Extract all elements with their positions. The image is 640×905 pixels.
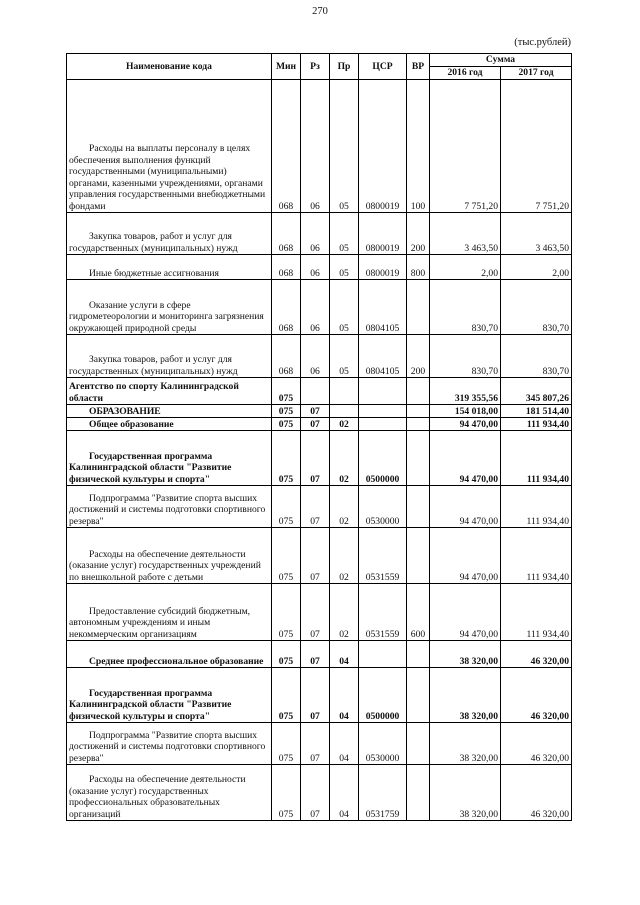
cell-name: Оказание услуги в сфере гидрометеорологии и мониторинга загрязнения окружающей природной среды [67,280,272,335]
cell-y2017: 181 514,40 [501,405,572,418]
cell-pr: 02 [330,528,359,584]
cell-csr: 0804105 [359,335,407,378]
cell-y2016: 7 751,20 [430,80,501,213]
cell-vr: 200 [407,335,430,378]
cell-y2016: 3 463,50 [430,213,501,255]
cell-name: Закупка товаров, работ и услуг для государственных (муниципальных) нужд [67,213,272,255]
table-row [67,641,572,668]
cell-y2017: 2,00 [501,255,572,280]
cell-vr [407,528,430,584]
cell-y2016: 94 470,00 [430,584,501,641]
table-row [67,255,572,280]
cell-csr: 0500000 [359,668,407,723]
cell-y2016: 2,00 [430,255,501,280]
cell-rz: 07 [301,668,330,723]
table-body [67,80,572,821]
cell-rz: 06 [301,80,330,213]
cell-csr: 0530000 [359,723,407,765]
cell-csr: 0800019 [359,255,407,280]
cell-rz: 07 [301,723,330,765]
header-year-2016: 2016 год [430,67,501,80]
cell-y2016: 94 470,00 [430,486,501,528]
cell-min: 075 [272,723,301,765]
cell-vr: 600 [407,584,430,641]
cell-y2016: 38 320,00 [430,765,501,821]
cell-y2017: 111 934,40 [501,431,572,486]
cell-rz: 06 [301,280,330,335]
header-min: Мин [272,54,301,80]
header-name: Наименование кода [67,54,272,80]
cell-vr: 200 [407,213,430,255]
cell-min: 068 [272,80,301,213]
cell-vr [407,280,430,335]
header-vr: ВР [407,54,430,80]
header-sum: Сумма [430,54,572,67]
cell-csr: 0800019 [359,80,407,213]
cell-min: 075 [272,378,301,405]
cell-name: Подпрограмма "Развитие спорта высших достижений и системы подготовки спортивного резерва" [67,723,272,765]
table-row [67,213,572,255]
cell-pr: 04 [330,765,359,821]
cell-min: 075 [272,765,301,821]
cell-y2017: 7 751,20 [501,80,572,213]
cell-pr: 05 [330,80,359,213]
cell-y2017: 111 934,40 [501,486,572,528]
cell-y2016: 830,70 [430,280,501,335]
cell-name: Предоставление субсидий бюджетным, автономным учреждениям и иным некоммерческим организациям [67,584,272,641]
table-row [67,765,572,821]
cell-rz: 07 [301,418,330,431]
units-label: (тыс.рублей) [514,37,571,48]
cell-name: Иные бюджетные ассигнования [67,255,272,280]
cell-y2016: 38 320,00 [430,723,501,765]
cell-min: 075 [272,584,301,641]
cell-pr: 04 [330,641,359,668]
cell-csr [359,641,407,668]
cell-pr: 02 [330,418,359,431]
cell-pr: 04 [330,668,359,723]
cell-y2017: 46 320,00 [501,723,572,765]
cell-vr [407,765,430,821]
cell-y2017: 830,70 [501,280,572,335]
cell-y2017: 111 934,40 [501,528,572,584]
cell-pr: 05 [330,280,359,335]
cell-csr: 0531559 [359,528,407,584]
header-pr: Пр [330,54,359,80]
cell-rz: 07 [301,765,330,821]
cell-csr: 0531559 [359,584,407,641]
cell-y2017: 46 320,00 [501,765,572,821]
cell-vr [407,405,430,418]
cell-name: Среднее профессиональное образование [67,641,272,668]
table-row [67,405,572,418]
cell-y2017: 830,70 [501,335,572,378]
cell-csr: 0500000 [359,431,407,486]
cell-csr: 0804105 [359,280,407,335]
cell-pr: 04 [330,723,359,765]
cell-min: 075 [272,431,301,486]
cell-vr [407,668,430,723]
cell-vr [407,378,430,405]
cell-y2016: 319 355,56 [430,378,501,405]
cell-vr: 100 [407,80,430,213]
cell-name: ОБРАЗОВАНИЕ [67,405,272,418]
cell-pr [330,378,359,405]
table-row [67,668,572,723]
cell-csr: 0530000 [359,486,407,528]
cell-min: 075 [272,641,301,668]
cell-vr [407,723,430,765]
cell-name: Подпрограмма "Развитие спорта высших достижений и системы подготовки спортивного резерва" [67,486,272,528]
cell-y2017: 345 807,26 [501,378,572,405]
cell-name: Расходы на обеспечение деятельности (оказание услуг) государственных учреждений по внешкольной работе с детьми [67,528,272,584]
table-row [67,723,572,765]
cell-name: Расходы на обеспечение деятельности (оказание услуг) государственных профессиональных образовательных организаций [67,765,272,821]
cell-y2017: 46 320,00 [501,668,572,723]
budget-table [66,53,572,821]
cell-vr [407,431,430,486]
cell-min: 068 [272,255,301,280]
cell-pr: 02 [330,486,359,528]
cell-y2017: 46 320,00 [501,641,572,668]
cell-y2016: 38 320,00 [430,641,501,668]
cell-min: 075 [272,486,301,528]
cell-name: Государственная программа Калининградской области "Развитие физической культуры и спорта" [67,668,272,723]
cell-csr [359,418,407,431]
table-row [67,378,572,405]
cell-pr: 02 [330,431,359,486]
table-row [67,335,572,378]
cell-rz: 07 [301,405,330,418]
header-csr: ЦСР [359,54,407,80]
cell-y2016: 154 018,00 [430,405,501,418]
cell-rz: 07 [301,584,330,641]
cell-rz [301,378,330,405]
header-year-2017: 2017 год [501,67,572,80]
cell-name: Общее образование [67,418,272,431]
cell-pr [330,405,359,418]
cell-vr [407,641,430,668]
cell-pr: 05 [330,213,359,255]
table-row [67,431,572,486]
table-row [67,584,572,641]
cell-csr [359,378,407,405]
cell-y2016: 94 470,00 [430,528,501,584]
cell-csr: 0800019 [359,213,407,255]
cell-rz: 06 [301,335,330,378]
cell-rz: 07 [301,431,330,486]
cell-name: Расходы на выплаты персоналу в целях обеспечения выполнения функций государственными (муниципальными) органами, казенными учреждениями, органами управления государственными внебюджетными фондами [67,80,272,213]
table-row [67,486,572,528]
table-row [67,280,572,335]
cell-name: Государственная программа Калининградской области "Развитие физической культуры и спорта" [67,431,272,486]
cell-name: Агентство по спорту Калининградской области [67,378,272,405]
cell-rz: 06 [301,213,330,255]
cell-vr: 800 [407,255,430,280]
cell-min: 075 [272,405,301,418]
cell-min: 075 [272,668,301,723]
cell-y2016: 830,70 [430,335,501,378]
cell-pr: 05 [330,335,359,378]
page-number: 270 [312,6,328,17]
table-row [67,418,572,431]
cell-rz: 07 [301,486,330,528]
cell-y2017: 111 934,40 [501,418,572,431]
cell-csr: 0531759 [359,765,407,821]
cell-rz: 06 [301,255,330,280]
cell-y2016: 94 470,00 [430,418,501,431]
cell-pr: 02 [330,584,359,641]
cell-rz: 07 [301,641,330,668]
cell-min: 075 [272,528,301,584]
cell-y2017: 111 934,40 [501,584,572,641]
cell-y2016: 94 470,00 [430,431,501,486]
table-row [67,80,572,213]
cell-rz: 07 [301,528,330,584]
cell-vr [407,486,430,528]
cell-vr [407,418,430,431]
cell-y2016: 38 320,00 [430,668,501,723]
cell-pr: 05 [330,255,359,280]
cell-min: 068 [272,280,301,335]
cell-min: 068 [272,213,301,255]
cell-csr [359,405,407,418]
table-row [67,528,572,584]
header-rz: Рз [301,54,330,80]
cell-min: 068 [272,335,301,378]
cell-name: Закупка товаров, работ и услуг для государственных (муниципальных) нужд [67,335,272,378]
cell-min: 075 [272,418,301,431]
cell-y2017: 3 463,50 [501,213,572,255]
